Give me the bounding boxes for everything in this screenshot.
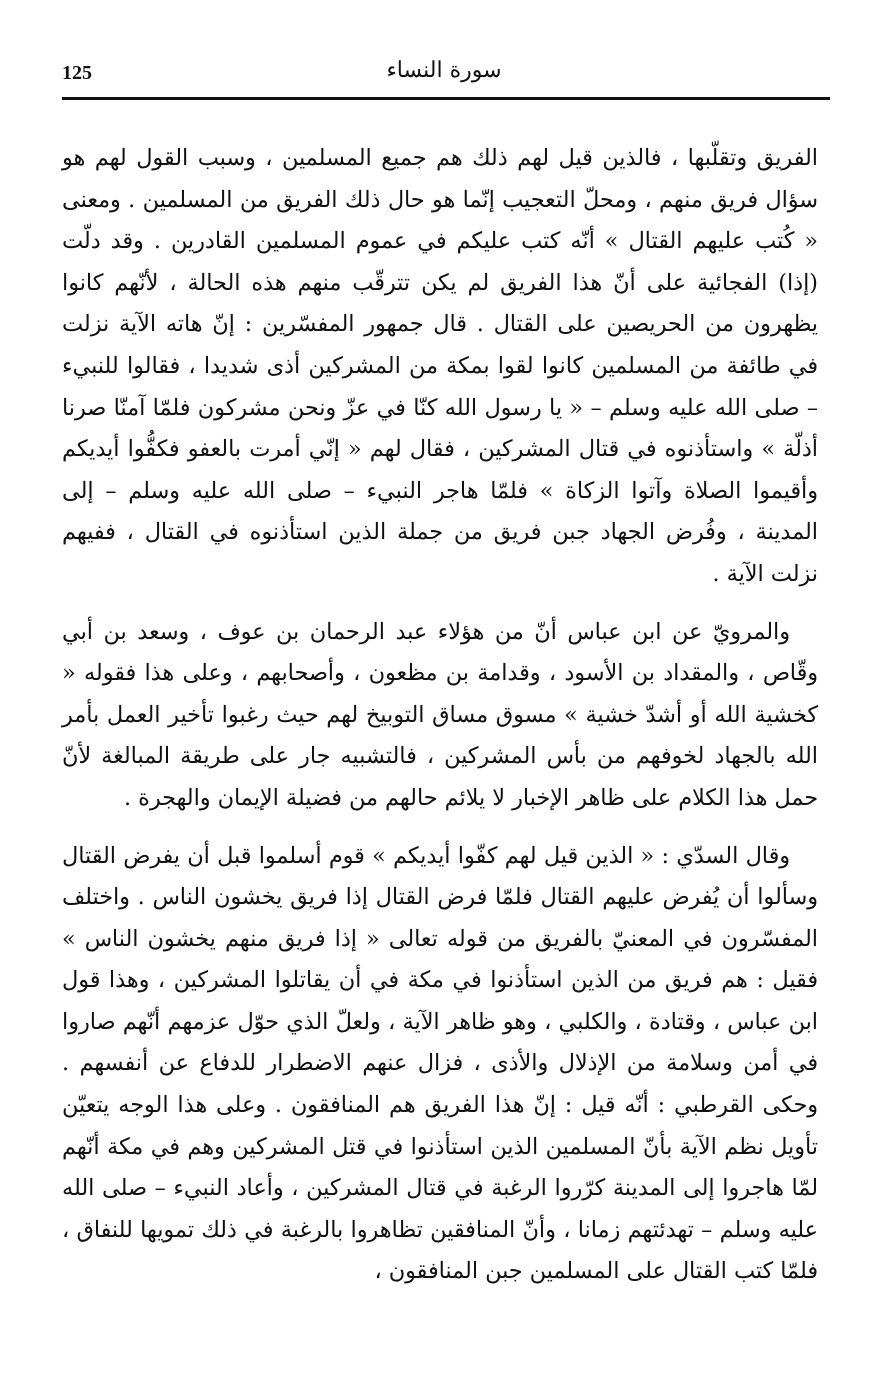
paragraph-1: الفريق وتقلّبها ، فالذين قيل لهم ذلك هم جميع المسلمين ، وسبب القول لهم هو سؤال فريق منهم ، ومحلّ التعجيب إنّما هو حال ذلك الفريق من المسلمين . ومعنى « كُتب عليهم القتال » أنّه كتب عليكم في عموم المسلمين القادرين . وقد دلّت (إذا) الفجائية على أنّ هذا الفريق لم يكن تترقّب منهم هذه الحالة ، لأنّهم كانوا يظهرون من الحريصين على القتال . قال جمهور المفسّرين : إنّ هاته الآية نزلت في طائفة من المسلمين كانوا لقوا بمكة من المشركين أذى شديدا ، فقالوا للنبيء – صلى الله عليه وسلم – « يا رسول الله كنّا في عزّ ونحن مشركون فلمّا آمنّا صرنا أذلّة » واستأذنوه في قتال المشركين ، فقال لهم « إنّي أمرت بالعفو فكفُّوا أيديكم وأقيموا الصلاة وآتوا الزكاة » فلمّا هاجر النبيء – صلى الله عليه وسلم – إلى المدينة ، وفُرض الجهاد جبن فريق من جملة الذين استأذنوه في القتال ، ففيهم نزلت الآية . xyxy=(62,145,818,587)
page-number: 125 xyxy=(62,62,92,84)
header-rule xyxy=(62,97,830,100)
running-title: سورة النساء xyxy=(386,58,502,83)
body-text xyxy=(62,138,818,1293)
paragraph-2: والمرويّ عن ابن عباس أنّ من هؤلاء عبد الرحمان بن عوف ، وسعد بن أبي وقّاص ، والمقداد بن الأسود ، وقدامة بن مظعون ، وأصحابهم ، وعلى هذا فقوله « كخشية الله أو أشدّ خشية » مسوق مساق التوبيخ لهم حيث رغبوا تأخير العمل بأمر الله بالجهاد لخوفهم من بأس المشركين ، فالتشبيه جار على طريقة المبالغة لأنّ حمل هذا الكلام على ظاهر الإخبار لا يلائم حالهم من فضيلة الإيمان والهجرة . xyxy=(62,618,818,811)
paragraph-3: وقال السدّي : « الذين قيل لهم كفّوا أيديكم » قوم أسلموا قبل أن يفرض القتال وسألوا أن يُفرض عليهم القتال فلمّا فرض القتال إذا فريق يخشون الناس . واختلف المفسّرون في المعنيّ بالفريق من قوله تعالى « إذا فريق منهم يخشون الناس » فقيل : هم فريق من الذين استأذنوا في مكة في أن يقاتلوا المشركين ، وهذا قول ابن عباس ، وقتادة ، والكلبي ، وهو ظاهر الآية ، ولعلّ الذي حوّل عزمهم أنّهم صاروا في أمن وسلامة من الإذلال والأذى ، فزال عنهم الاضطرار للدفاع عن أنفسهم . وحكى القرطبي : أنّه قيل : إنّ هذا الفريق هم المنافقون . وعلى هذا الوجه يتعيّن تأويل نظم الآية بأنّ المسلمين الذين استأذنوا في قتل المشركين وهم في مكة أنّهم لمّا هاجروا إلى المدينة كرّروا الرغبة في قتال المشركين ، وأعاد النبيء – صلى الله عليه وسلم – تهدئتهم زمانا ، وأنّ المنافقين تظاهروا بالرغبة في ذلك تمويها للنفاق ، فلمّا كتب القتال على المسلمين جبن المنافقون ، xyxy=(62,842,818,1285)
page-header xyxy=(62,58,826,94)
